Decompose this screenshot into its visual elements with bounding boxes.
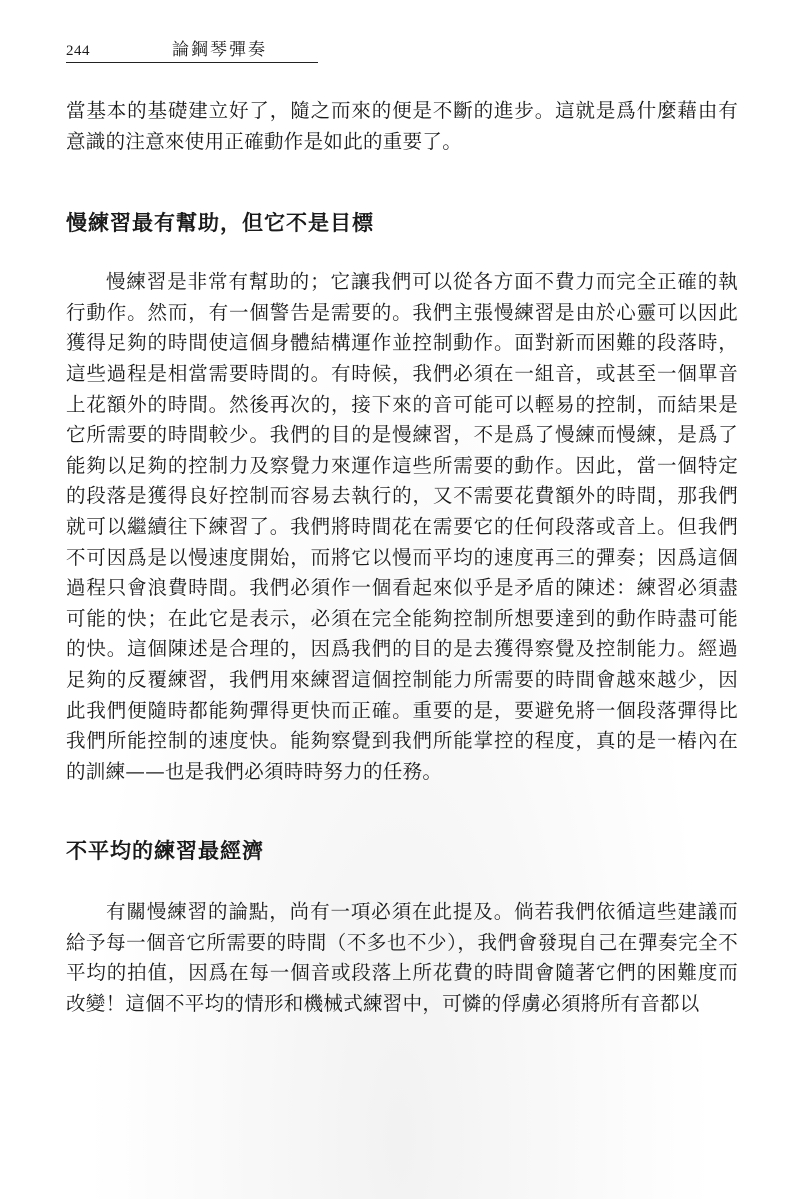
book-title: 論鋼琴彈奏 (172, 40, 267, 60)
intro-paragraph: 當基本的基礎建立好了，隨之而來的便是不斷的進步。這就是爲什麼藉由有意識的注意來使用正確動作是如此的重要了。 (66, 99, 738, 153)
running-header (66, 40, 318, 63)
section-paragraph-uneven-practice: 有關慢練習的論點，尚有一項必須在此提及。倘若我們依循這些建議而給予每一個音它所需要的時間（不多也不少），我們會發現自己在彈奏完全不平均的拍值，因爲在每一個音或段落上所花費的時間會隨著它們的困難度而改變！這個不平均的情形和機械式練習中，可憐的俘虜必須將所有音都以 (66, 900, 738, 1016)
page-number: 244 (66, 43, 90, 59)
section-heading-slow-practice: 慢練習最有幫助，但它不是目標 (66, 210, 374, 236)
page-body (66, 96, 738, 1020)
section-heading-uneven-practice: 不平均的練習最經濟 (66, 838, 264, 864)
section-paragraph-slow-practice: 慢練習是非常有幫助的；它讓我們可以從各方面不費力而完全正確的執行動作。然而，有一個警告是需要的。我們主張慢練習是由於心靈可以因此獲得足夠的時間使這個身體結構運作並控制動作。面對新而困難的段落時，這些過程是相當需要時間的。有時候，我們必須在一組音，或甚至一個單音上花額外的時間。然後再次的，接下來的音可能可以輕易的控制，而結果是它所需要的時間較少。我們的目的是慢練習，不是爲了慢練而慢練，是爲了能夠以足夠的控制力及察覺力來運作這些所需要的動作。因此，當一個特定的段落是獲得良好控制而容易去執行的，又不需要花費額外的時間，那我們就可以繼續往下練習了。我們將時間花在需要它的任何段落或音上。但我們不可因爲是以慢速度開始，而將它以慢而平均的速度再三的彈奏；因爲這個過程只會浪費時間。我們必須作一個看起來似乎是矛盾的陳述：練習必須盡可能的快；在此它是表示，必須在完全能夠控制所想要達到的動作時盡可能的快。這個陳述是合理的，因爲我們的目的是去獲得察覺及控制能力。經過足夠的反覆練習，我們用來練習這個控制能力所需要的時間會越來越少，因此我們便隨時都能夠彈得更快而正確。重要的是，要避免將一個段落彈得比我們所能控制的速度快。能夠察覺到我們所能掌控的程度，真的是一樁內在的訓練——也是我們必須時時努力的任務。 (66, 270, 738, 783)
